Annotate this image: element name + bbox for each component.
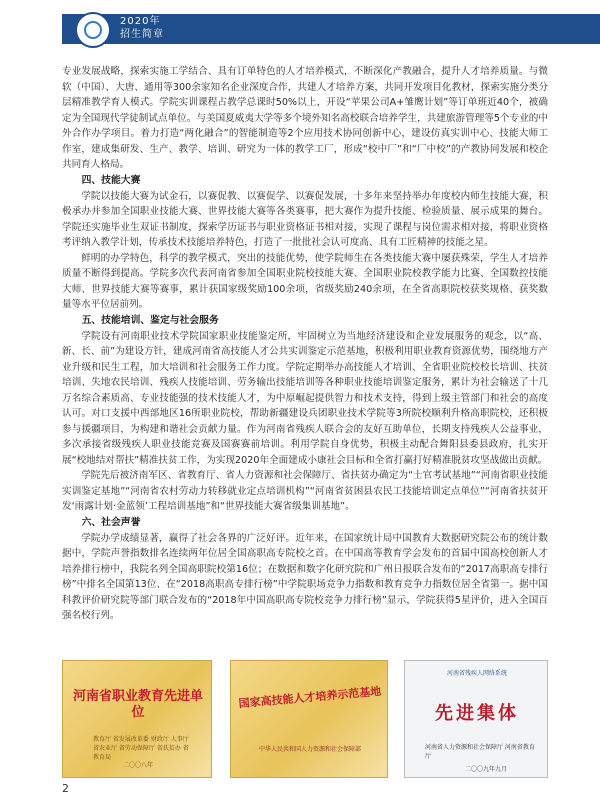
header-year: 2020年	[120, 16, 161, 27]
intro-paragraph: 专业发展战略，探索实施工学结合、具有订单特色的人才培养模式，不断深化产教融合，提升人才培养质量。与微软（中国）、大唐、通用等300余家知名企业深度合作，共建人才培养方案，共同开发项目化教材，探索实施分类分层精准教学育人模式。学院实训课程占教学总课时50%以上，开设“苹果公司A+雏鹰计划”等订单班近40个，被确定为全国现代学徒制试点单位。与美国夏威夷大学等多个境外知名高校联合培养学生，共建旅游管理等5个专业的中外合作办学项目。着力打造“两化融合”的智能制造等2个应用技术协同创新中心，建设仿真实训中心、技能大师工作室，建成集研发、生产、教学、培训、研究为一体的教学工厂，形成“校中厂”和“厂中校”的产教协同发展和校企共同育人格局。	[62, 66, 548, 170]
plaque2-title: 国家高技能人才培养示范基地	[238, 684, 382, 711]
section-heading-skills-competition: 四、技能大赛	[81, 174, 141, 186]
plaque1-title: 河南省职业教育先进单位	[72, 689, 203, 720]
page-header	[0, 0, 600, 64]
plaque3-issuers: 河南省人力资源和社会保障厅 河南省教育厅	[425, 744, 535, 760]
plaque2-issuer: 中华人民共和国人力资源和社会保障部	[258, 746, 361, 753]
plaque1-issuers: 教育厅 省发展改革委 财政厅 人事厅 省农业厅 省劳动保障厅 省扶贫办 省教育局	[93, 736, 189, 761]
plaque3-header: 河南省残疾人网络系统	[446, 670, 507, 677]
award-plaques	[62, 660, 548, 778]
training-service-paragraph-2: 学院先后被济南军区、省教育厅、省人力资源和社会保障厅、省扶贫办确定为“士官考试基地”“河南省职业技能实训鉴定基地”“河南省农村劳动力转移就业定点培训机构”“河南省贫困县农民工技能培训定点单位”“河南省扶贫开发‘雨露计划·金蓝领’工程培训基地”和“世界技能大赛省级集训基地”。	[62, 470, 548, 512]
plaque-vocational-education-advanced-unit	[62, 660, 212, 778]
plaque1-date: 二〇〇八年	[123, 762, 154, 769]
plaque-high-skill-training-base	[230, 660, 388, 778]
header-title	[120, 15, 164, 41]
reputation-paragraph: 学院办学成绩显著，赢得了社会各界的广泛好评。近年来，在国家统计局中国教育大数据研究院公布的统计数据中，学院声誉指数排名连续两年位居全国高职高专院校之首。在中国高等教育学会发布的首届中国高校创新人才培养排行榜中，我院名列全国高职院校第16位；在数据和数字化研究院和广州日报联合发布的“2017高职高专排行榜”中排名全国第13位、在“2018高职高专排行榜”中学院职场竞争力指数和教育竞争力指数位居全省第一。据中国科教评价研究院等部门联合发布的“2018年中国高职高专院校竞争力排行榜”显示，学院获得5星评价，进入全国百强名校行列。	[62, 532, 548, 621]
plaque-advanced-collective	[404, 660, 548, 778]
skills-competition-paragraph-2: 鲜明的办学特色，科学的教学模式，突出的技能优势，使学院师生在各类技能大赛中屡获殊荣，学生人才培养质量不断得到提高。学院多次代表河南省参加全国职业院校技能大赛、全国职业院校教学能力比赛、全国数控技能大师、世界技能大赛等赛事，累计获国家级奖励100余项，省级奖励240余项，在全省高职院校获奖规格、获奖数量等水平位居前列。	[62, 252, 548, 310]
page-number: 2	[62, 782, 69, 795]
training-service-paragraph-1: 学院设有河南职业技术学院国家职业技能鉴定所，牢固树立为当地经济建设和企业发展服务的观念，以“高、新、长、前”为建设方针，建成河南省高技能人才公共实训鉴定示范基地，积极利用职业教育资源优势，围绕地方产业升级和民生工程，加大培训和社会服务工作力度。学院定期举办高技能人才培训、全省职业院校校长培训、扶贫培训、失地农民培训、残疾人技能培训、劳务输出技能培训等各种职业技能培训鉴定服务，累计为社会输送了十几万名综合素质高、专业技能强的技术技能人才，为中原崛起提供智力和技术支持，得到上级主管部门和社会的高度认可。对口支援中西部地区16所职业院校，帮助新疆建设兵团职业技术学院等3所院校顺利升格高职院校，还积极参与援疆项目，为构建和谐社会贡献力量。作为河南省残疾人联合会的友好互助单位，长期支持残疾人公益事业，多次承接省级残疾人职业技能竞赛及国赛赛前培训。利用学院自身优势，积极主动配合舞阳县委县政府，扎实开展“校地结对帮扶”精准扶贫工作，为实现2020年全面建成小康社会目标和全省打赢打好精准脱贫攻坚战做出贡献。	[62, 330, 548, 466]
article-body	[62, 64, 548, 624]
header-subtitle: 招生简章	[120, 29, 164, 40]
section-heading-training-service: 五、技能培训、鉴定与社会服务	[81, 314, 219, 326]
skills-competition-paragraph-1: 学院以技能大赛为试金石，以赛促教、以赛促学、以赛促发展，十多年来坚持举办年度校内师生技能大赛，积极承办并参加全国职业技能大赛、世界技能大赛等各类赛事，把大赛作为提升技能、检验质量、展示成果的舞台。学院还实施毕业生双证书制度，探索学历证书与职业资格证书相对接，实现了课程与岗位需求相对接，将职业资格考评纳入教学计划，传承技术技能培养特色，打造了一批批社会认可度高、具有工匠精神的技能之星。	[62, 190, 548, 248]
section-heading-reputation: 六、社会声誉	[81, 516, 141, 528]
plaque3-date: 二〇〇九年九月	[465, 766, 508, 773]
plaque3-title: 先进集体	[435, 703, 519, 724]
school-logo-icon	[75, 12, 111, 48]
